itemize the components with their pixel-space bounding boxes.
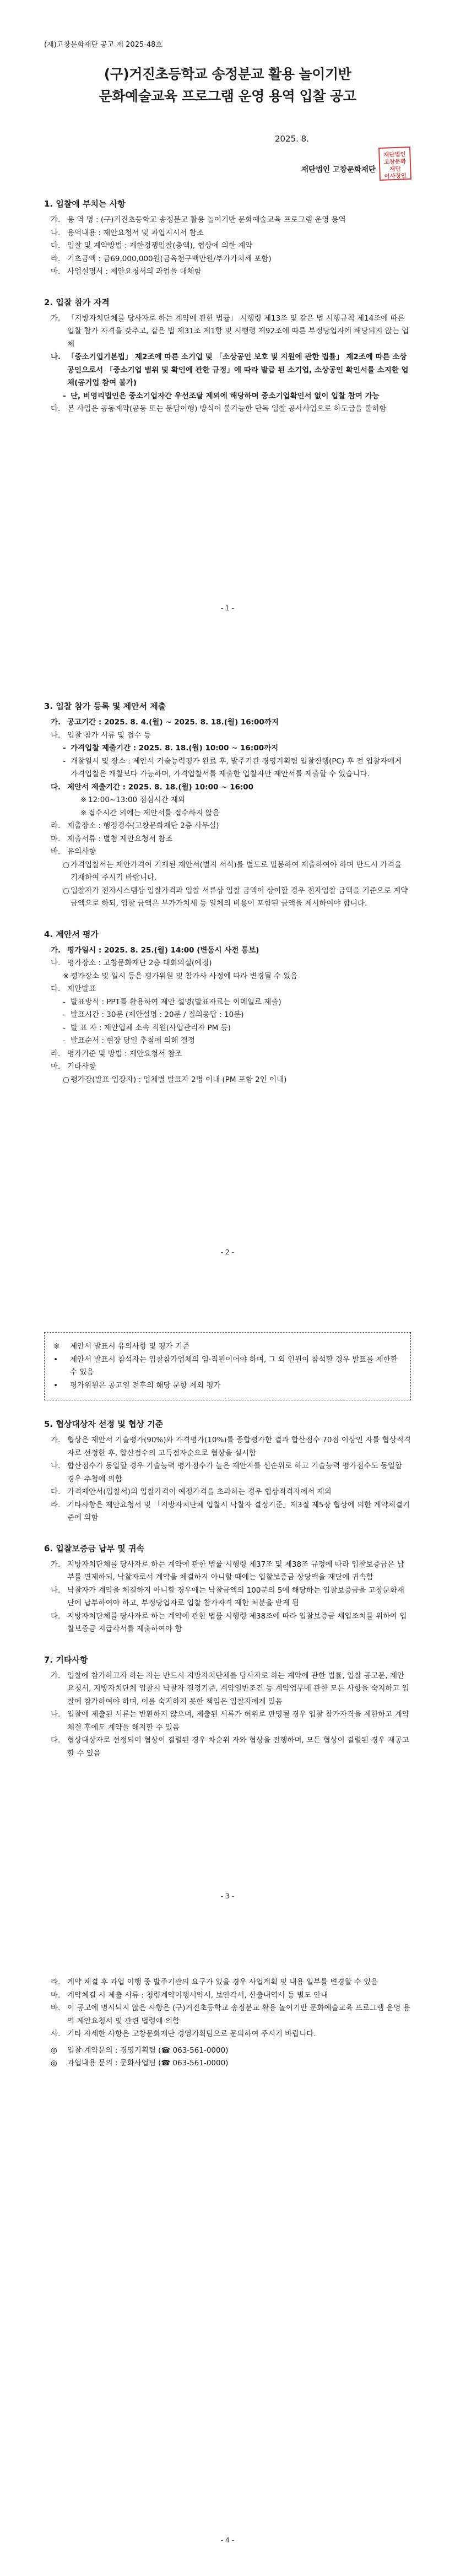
item-marker: 다.	[51, 1611, 61, 1621]
list-item	[44, 1486, 411, 1499]
item-text: 과업내용 문의 : 문화사업팀 (☎ 063-561-0000)	[67, 2059, 229, 2068]
list-item	[44, 1670, 411, 1709]
item-marker: 나.	[51, 1710, 61, 1719]
list-item	[44, 1610, 411, 1636]
page-4	[0, 1932, 455, 2576]
section-7-continued	[44, 1976, 411, 2070]
list-item	[44, 240, 411, 253]
item-text: 협상대상자로 선정되어 협상이 결렬된 경우 차순위 자와 협상을 진행하며, 모든 협상이 결렬된 경우 재공고할 수 있음	[67, 1736, 409, 1758]
list-item	[44, 1074, 411, 1087]
section-items	[44, 312, 411, 416]
item-text: 평가장소 및 일시 등은 평가위원 및 참가사 사정에 따라 변경될 수 있음	[71, 971, 298, 981]
official-seal	[378, 147, 411, 181]
list-item	[44, 1460, 411, 1486]
item-text: 평가장(발표 입장자) : 업체별 발표자 2명 이내 (PM 포함 2인 이내)	[71, 1075, 287, 1084]
list-item	[44, 755, 411, 781]
section-title: 4. 제안서 평가	[44, 929, 99, 939]
list-item	[44, 996, 411, 1009]
item-marker: -	[63, 997, 66, 1006]
list-item	[44, 1584, 411, 1610]
item-text: 입찰자가 전자시스템상 입찰가격과 입찰 서류상 입찰 금액이 상이할 경우 전자입찰 금액을 기준으로 계약 금액으로 하되, 입찰 금액은 부가가치세 등 일체의 비용이 포함된 금액을 제시하여야 합니다.	[71, 886, 408, 908]
item-marker: 가.	[51, 1560, 61, 1569]
item-text: 협상은 제안서 기술평가(90%)와 가격평가(10%)를 종합평가한 결과 합산점수 70점 이상인 자를 협상적격자로 선정한 후, 합산점수의 고득점자순으로 협상을 실시함	[67, 1436, 411, 1458]
list-item	[44, 227, 411, 240]
item-marker: 가.	[51, 945, 61, 955]
item-marker: 마.	[51, 1062, 61, 1071]
list-item	[44, 1976, 411, 1989]
item-marker: -	[63, 1010, 66, 1019]
item-marker: 나.	[51, 353, 61, 361]
item-marker: 가.	[51, 1436, 61, 1444]
item-marker: 나.	[51, 1585, 61, 1595]
notice-items	[53, 1340, 402, 1392]
item-text: 가격제안서(입찰서)의 입찰가격이 예정가격을 초과하는 경우 협상적격자에서 제외	[67, 1487, 332, 1496]
item-text: 접수시간 외에는 제안서를 접수하지 않음	[88, 808, 220, 818]
item-marker: ※	[63, 971, 69, 981]
item-text: 「지방자치단체를 당사자로 하는 계약에 관한 법률」 시행령 제13조 및 같은 법 시행규칙 제14조에 따른 입찰 참가 자격을 갖추고, 같은 법 제31조 제1항 및 시행령 제92조에 따른 부정당업자에 해당되지 않는 업체	[67, 313, 409, 349]
list-item	[44, 1022, 411, 1035]
item-text: 사업설명서 : 제안요청서의 과업을 대체함	[67, 267, 202, 276]
item-text: 기타사항	[67, 1062, 96, 1071]
item-marker: 다.	[51, 984, 61, 993]
contact-items	[44, 2044, 411, 2070]
item-marker: 다.	[51, 1487, 61, 1496]
item-marker: ◎	[51, 2045, 57, 2055]
title-line-2: 문화예술교육 프로그램 운영 용역 입찰 공고	[99, 88, 356, 104]
list-item	[44, 1734, 411, 1760]
item-text: 「중소기업기본법」 제2조에 따른 소기업 및 「소상공인 보호 및 지원에 관한 법률」 제2조에 따른 소상공인으로서 「중소기업 범위 및 확인에 관한 규정」에 따라 발급 된 소기업, 소상공인 확인서를 소지한 업체(공기업 참여 불가)	[67, 353, 409, 387]
list-item	[44, 794, 411, 807]
section-4	[44, 928, 411, 1087]
list-item	[44, 1989, 411, 2003]
item-marker: 다.	[51, 1736, 61, 1745]
item-text: 가격입찰서는 제안가격이 기재된 제안서(별지 서식)를 별도로 밀봉하여 제출하여야 하며 반드시 가격을 기재하여 주시기 바랍니다.	[71, 860, 402, 882]
section-items	[44, 1670, 411, 1761]
section-6	[44, 1543, 411, 1636]
section-title: 2. 입찰 참가 자격	[44, 297, 110, 307]
page-3	[0, 1288, 455, 1932]
item-marker: 가.	[51, 215, 61, 224]
item-marker: ※	[80, 795, 87, 804]
item-marker: 마.	[51, 834, 61, 843]
item-marker: ○	[63, 886, 69, 895]
item-marker: •	[53, 1381, 58, 1390]
page-number: - 4 -	[221, 2536, 234, 2544]
item-text: 제안서 발표시 유의사항 및 평가 기준	[70, 1342, 190, 1351]
section-7	[44, 1654, 411, 1761]
item-marker: -	[63, 1036, 66, 1045]
item-text: 계약 체결 후 과업 이행 중 발주기관의 요구가 있을 경우 사업계획 및 내용 일부를 변경할 수 있음	[67, 1978, 378, 1987]
item-text: 발표순서 : 현장 당일 추첨에 의해 결정	[71, 1036, 195, 1045]
item-text: 개찰일시 및 장소 : 제안서 기술능력평가 완료 후, 발주기관 경영기획팀 입찰진행(PC) 후 전 입찰자에게 가격입찰은 개찰보다 가능하며, 가격입찰서를 제출한 입찰자만 제안서를 제출할 수 있습니다.	[71, 756, 402, 778]
list-item	[44, 2002, 411, 2028]
item-marker: 다.	[51, 782, 61, 792]
item-marker: 마.	[51, 267, 61, 276]
title-line-1: (구)거진초등학교 송정분교 활용 놀이기반	[104, 66, 351, 82]
list-item	[44, 781, 411, 794]
section-items	[44, 1976, 411, 2041]
item-marker: 나.	[51, 228, 61, 237]
section-title: 3. 입찰 참가 등록 및 제안서 제출	[44, 701, 166, 711]
item-text: 기타사항은 제안요청서 및 「지방자치단체 입찰시 낙찰자 결정기준」제3절 제5장 협상에 의한 계약체결기준에 의함	[67, 1500, 410, 1522]
item-marker: 마.	[51, 1990, 61, 2000]
item-text: 이 공고에 명시되지 않은 사항은 (구)거진초등학교 송정분교 활용 놀이기반 문화예술교육 프로그램 운영 용역 제안요청서 및 관련 법령에 의함	[67, 2004, 410, 2026]
item-text: 제안서 제출기간 : 2025. 8. 18.(월) 10:00 ~ 16:00	[67, 782, 254, 792]
item-text: 제출서류 : 별첨 제안요청서 참조	[67, 834, 173, 843]
section-2	[44, 296, 411, 416]
section-items	[44, 944, 411, 1087]
item-marker: ※	[53, 1342, 60, 1351]
list-item	[44, 970, 411, 983]
item-marker: -	[63, 1023, 66, 1032]
list-item	[44, 820, 411, 833]
section-5	[44, 1418, 411, 1525]
item-marker: 라.	[51, 1500, 61, 1509]
list-item	[53, 1340, 402, 1354]
item-marker: 바.	[51, 2004, 61, 2012]
item-text: 계약체결 시 제출 서류 : 청렴계약이행서약서, 보안각서, 산출내역서 등 별도 안내	[67, 1990, 328, 2000]
list-item	[44, 1558, 411, 1584]
list-item	[44, 1009, 411, 1022]
seal-text-1: 재단법인	[383, 151, 406, 159]
list-item	[44, 2044, 411, 2058]
list-item	[44, 983, 411, 996]
list-item	[44, 1060, 411, 1074]
item-text: 12:00~13:00 점심시간 제외	[88, 795, 185, 804]
list-item	[44, 957, 411, 970]
item-text: 발표시간 : 30분 (제안설명 : 20분 / 질의응답 : 10분)	[71, 1010, 244, 1019]
section-items	[44, 1434, 411, 1525]
item-marker: -	[63, 756, 66, 766]
item-marker: 라.	[51, 821, 61, 830]
item-text: 입찰 및 계약방법 : 제한경쟁입찰(총액), 협상에 의한 계약	[67, 241, 253, 250]
notice-box	[44, 1332, 411, 1400]
page-number: - 3 -	[221, 1892, 234, 1900]
item-text: 가격입찰 제출기간 : 2025. 8. 18.(월) 10:00 ~ 16:00까지	[71, 744, 279, 753]
list-item	[44, 807, 411, 820]
seal-text-2: 고창문화	[383, 158, 407, 166]
item-text: 평가일시 : 2025. 8. 25.(월) 14:00 (변동시 사전 통보)	[67, 945, 259, 955]
list-item	[44, 253, 411, 266]
section-items	[44, 214, 411, 279]
issuer-name: 재단법인 고창문화재단	[301, 165, 376, 174]
page-number: - 1 -	[221, 604, 234, 612]
item-text: 기초금액 : 금69,000,000원(금육천구백만원/부가가치세 포함)	[67, 254, 272, 263]
item-text: 평가장소 : 고창문화재단 2층 대회의실(예정)	[67, 959, 212, 967]
item-text: 지방자치단체를 당사자로 하는 계약에 관한 법률 시행령 제38조에 따라 입찰보증금 세입조치를 위하여 입찰보증금 지급각서를 제출하여야 함	[67, 1611, 407, 1633]
list-item	[44, 351, 411, 390]
item-marker: 가.	[51, 313, 61, 323]
item-text: 입찰에 참가하고자 하는 자는 반드시 지방자치단체를 당사자로 하는 계약에 관한 법률, 입찰 공고문, 제안요청서, 지방자치단체 입찰시 낙찰자 결정기준, 계약일반조건 등 계약업무에 관한 모든 사항을 숙지하고 입찰에 참가하여야 하며, 이를 숙지하지 못한 책임은 입찰자에게 있음	[67, 1671, 409, 1706]
list-item	[44, 833, 411, 846]
section-title: 7. 기타사항	[44, 1654, 88, 1665]
item-marker: 라.	[51, 254, 61, 263]
list-item	[44, 742, 411, 755]
item-marker: 라.	[51, 1978, 61, 1987]
list-item	[44, 403, 411, 416]
item-text: 제출장소 : 행정경수(고창문화재단 2층 사무실)	[67, 821, 219, 830]
item-marker: 사.	[51, 2030, 61, 2038]
item-text: 평가기준 및 방법 : 제안요청서 참조	[67, 1049, 182, 1058]
item-marker: •	[53, 1355, 58, 1364]
item-text: 제안서 발표시 참석자는 입찰참가업체의 임·직원이어야 하며, 그 외 인원이 참석할 경우 발표를 제한할 수 있음	[70, 1355, 398, 1377]
item-text: 발 표 자 : 제안업체 소속 직원(사업관리자 PM 등)	[71, 1023, 231, 1032]
item-marker: 나.	[51, 959, 61, 967]
section-items	[44, 1558, 411, 1636]
item-marker: ○	[63, 860, 69, 869]
item-text: 기타 자세한 사항은 고창문화재단 경영기획팀으로 문의하여 주시기 바랍니다.	[67, 2030, 316, 2038]
item-marker: 바.	[51, 847, 61, 856]
list-item	[44, 885, 411, 911]
item-text: 합산점수가 동일할 경우 기술능력 평가점수가 높은 제안자를 선순위로 하고 기술능력 평가점수도 동일할 경우 추첨에 의함	[67, 1462, 402, 1484]
item-text: 입찰에 제출된 서류는 반환하지 않으며, 제출된 서류가 허위로 판명될 경우 입찰 참가자격을 제한하고 계약체결 후에도 계약을 해지할 수 있음	[67, 1710, 409, 1732]
section-title: 1. 입찰에 부치는 사항	[44, 199, 126, 209]
item-marker: ◎	[51, 2059, 57, 2068]
item-text: 본 사업은 공동계약(공동 또는 분담이행) 방식이 불가능한 단독 입찰 공사사업으로 하도급을 불허함	[67, 404, 387, 413]
item-text: 입찰·계약문의 : 경영기획팀 (☎ 063-561-0000)	[67, 2045, 229, 2055]
list-item	[44, 2057, 411, 2070]
announcement-date: 2025. 8.	[274, 134, 309, 144]
item-marker: 나.	[51, 730, 61, 740]
item-marker: 다.	[51, 404, 61, 413]
item-text: 지방자치단체를 당사자로 하는 계약에 관한 법률 시행령 제37조 및 제38조 규정에 따라 입찰보증금은 납부를 면제하되, 낙찰자로서 계약을 체결하지 아니할 때에는 입찰보증금 상당액을 재단에 귀속함	[67, 1560, 404, 1582]
list-item	[44, 2028, 411, 2041]
item-marker: 가.	[51, 1671, 61, 1680]
section-3	[44, 700, 411, 911]
item-text: 평가위원은 공고일 전후의 해당 문항 제외 평가	[70, 1381, 221, 1390]
item-marker: 라.	[51, 1049, 61, 1058]
list-item	[44, 1035, 411, 1048]
item-marker: ※	[80, 808, 87, 818]
list-item	[44, 390, 411, 403]
item-text: 용역내용 : 제안요청서 및 과업지시서 참조	[67, 228, 204, 237]
item-marker: ○	[63, 1075, 69, 1084]
list-item	[53, 1379, 402, 1393]
item-text: 용 역 명 : (구)거진초등학교 송정분교 활용 놀이기반 문화예술교육 프로그램 운영 용역	[67, 215, 346, 224]
item-text: 발표방식 : PPT를 활용하여 제안 설명(발표자료는 이메일로 제출)	[71, 997, 281, 1006]
list-item	[53, 1354, 402, 1379]
announcement-number: (재)고창문화재단 공고 제 2025-48호	[44, 41, 162, 49]
list-item	[44, 266, 411, 279]
list-item	[44, 944, 411, 957]
list-item	[44, 312, 411, 351]
list-item	[44, 214, 411, 227]
section-items	[44, 716, 411, 911]
list-item	[44, 1708, 411, 1734]
page-number: - 2 -	[221, 1248, 234, 1256]
issuer-row	[44, 147, 411, 180]
item-marker: 나.	[51, 1462, 61, 1470]
item-marker: 가.	[51, 718, 61, 727]
list-item	[44, 729, 411, 743]
item-text: 유의사항	[67, 847, 96, 856]
item-text: 입찰 참가 서류 및 접수 등	[67, 730, 151, 740]
item-marker: 다.	[51, 241, 61, 250]
page-2	[0, 644, 455, 1288]
item-marker: -	[63, 391, 66, 401]
section-title: 5. 협상대상자 선정 및 협상 기준	[44, 1419, 164, 1429]
item-text: 제안발표	[67, 984, 96, 993]
list-item	[44, 846, 411, 859]
list-item	[44, 1499, 411, 1525]
list-item	[44, 1434, 411, 1460]
item-text: 단, 비영리법인은 중소기업자간 우선조달 제외에 해당하며 중소기업확인서 없이 입찰 참여 가능	[71, 391, 380, 401]
list-item	[44, 1048, 411, 1061]
item-marker: -	[63, 744, 66, 753]
section-1	[44, 198, 411, 279]
list-item	[44, 716, 411, 729]
item-text: 공고기간 : 2025. 8. 4.(월) ~ 2025. 8. 18.(월) 16:00까지	[67, 718, 279, 727]
seal-text-3: 재단	[389, 165, 401, 173]
seal-text-4: 이사장인	[384, 172, 407, 180]
item-text: 낙찰자가 계약을 체결하지 아니할 경우에는 낙찰금액의 100분의 5에 해당하는 입찰보증금을 고창문화재단에 납부하여야 하고, 부정당업자로 입찰 참가자격 제한 처분을 받게 됨	[67, 1585, 404, 1608]
list-item	[44, 859, 411, 885]
page-1	[0, 0, 455, 644]
section-title: 6. 입찰보증금 납부 및 귀속	[44, 1543, 144, 1554]
